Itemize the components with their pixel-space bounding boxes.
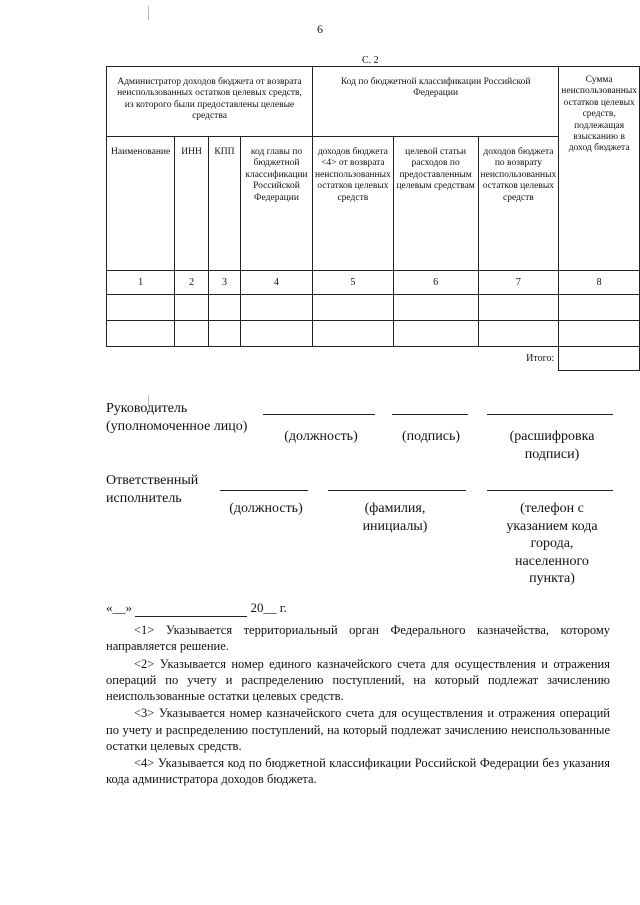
footnote-3: <3> Указывается номер казначейского счета для осуществления и отражения операций по учету и распределению поступлений, на который подлежат зачислению неиспользованные остатки целевых средств.	[106, 706, 610, 753]
table-cell	[208, 321, 240, 347]
table-cell	[559, 295, 640, 321]
page-number: 6	[317, 22, 323, 36]
exec-label-1: Ответственный	[106, 473, 199, 488]
table-cell	[393, 321, 478, 347]
date-day: «__»	[106, 600, 132, 615]
head-decoding-line	[487, 414, 613, 415]
total-row	[107, 347, 640, 371]
margin-tick-top	[148, 6, 149, 20]
date-year: 20__	[250, 600, 277, 615]
col-number: 3	[208, 271, 240, 295]
table-cell	[559, 321, 640, 347]
col-return-header: доходов бюджета по возврату неиспользованных остатков целевых средств	[478, 137, 559, 271]
col-number: 7	[478, 271, 559, 295]
exec-label-2: исполнитель	[106, 491, 182, 506]
table-cell	[208, 295, 240, 321]
exec-phone-line	[487, 490, 613, 491]
table-cell	[175, 295, 209, 321]
col-inn-header: ИНН	[175, 137, 209, 271]
footnote-2: <2> Указывается номер единого казначейского счета для осуществления и отражения операций по учету и распределению поступлений, на который подлежат зачислению неиспользованные остатки целевых средств.	[106, 656, 610, 703]
footnotes	[106, 622, 610, 789]
table-cell	[107, 295, 175, 321]
col-number: 5	[313, 271, 394, 295]
head-signature-line	[392, 414, 468, 415]
footnote-1: <1> Указывается территориальный орган Федерального казначейства, которому направляется решение.	[106, 623, 610, 654]
date-year-suffix: г.	[279, 600, 287, 615]
col-number: 2	[175, 271, 209, 295]
head-position-caption: (должность)	[284, 429, 358, 444]
col-income-header: доходов бюджета <4> от возврата неиспользованных остатков целевых средств	[313, 137, 394, 271]
date-month-blank	[135, 600, 247, 617]
table-cell	[240, 321, 312, 347]
exec-name-line	[328, 490, 466, 491]
exec-position-caption: (должность)	[229, 501, 303, 516]
table-row	[107, 321, 640, 347]
col-number: 1	[107, 271, 175, 295]
budget-classification-table	[106, 66, 640, 371]
column-numbers-row	[107, 271, 640, 295]
head-label-1: Руководитель	[106, 401, 188, 416]
table-row	[107, 295, 640, 321]
total-label: Итого:	[526, 352, 555, 364]
table-cell	[107, 321, 175, 347]
head-signature-caption: (подпись)	[401, 429, 461, 444]
col-name-header: Наименование	[107, 137, 175, 271]
admin-header: Администратор доходов бюджета от возврата неиспользованных остатков целевых средств, из которого были предоставлены целевые средства	[107, 67, 313, 137]
col-head-code-header: код главы по бюджетной классификации Российской Федерации	[240, 137, 312, 271]
table-cell	[478, 321, 559, 347]
col-number: 4	[240, 271, 312, 295]
sum-header: Сумма неиспользованных остатков целевых средств, подлежащая взысканию в доход бюджета	[559, 67, 640, 271]
table-cell	[393, 295, 478, 321]
date-line	[106, 600, 287, 617]
head-position-line	[263, 414, 375, 415]
col-kpp-header: КПП	[208, 137, 240, 271]
table-cell	[313, 295, 394, 321]
table-cell	[478, 295, 559, 321]
col-target-header: целевой статьи расходов по предоставленным целевым средствам	[393, 137, 478, 271]
head-decoding-caption: (расшифровка подписи)	[509, 429, 595, 462]
col-number: 6	[393, 271, 478, 295]
table-cell	[175, 321, 209, 347]
col-number: 8	[559, 271, 640, 295]
table-cell	[313, 321, 394, 347]
footnote-4: <4> Указывается код по бюджетной классификации Российской Федерации без указания кода администратора доходов бюджета.	[106, 756, 610, 787]
sheet-label: С. 2	[362, 55, 379, 66]
total-value-cell	[559, 347, 640, 371]
exec-name-caption: (фамилия, инициалы)	[362, 501, 428, 534]
exec-position-line	[220, 490, 308, 491]
exec-phone-caption: (телефон с указанием кода города, населенного пункта)	[506, 501, 598, 586]
table-cell	[240, 295, 312, 321]
code-header: Код по бюджетной классификации Российской Федерации	[313, 67, 559, 137]
head-label-2: (уполномоченное лицо)	[106, 419, 248, 434]
